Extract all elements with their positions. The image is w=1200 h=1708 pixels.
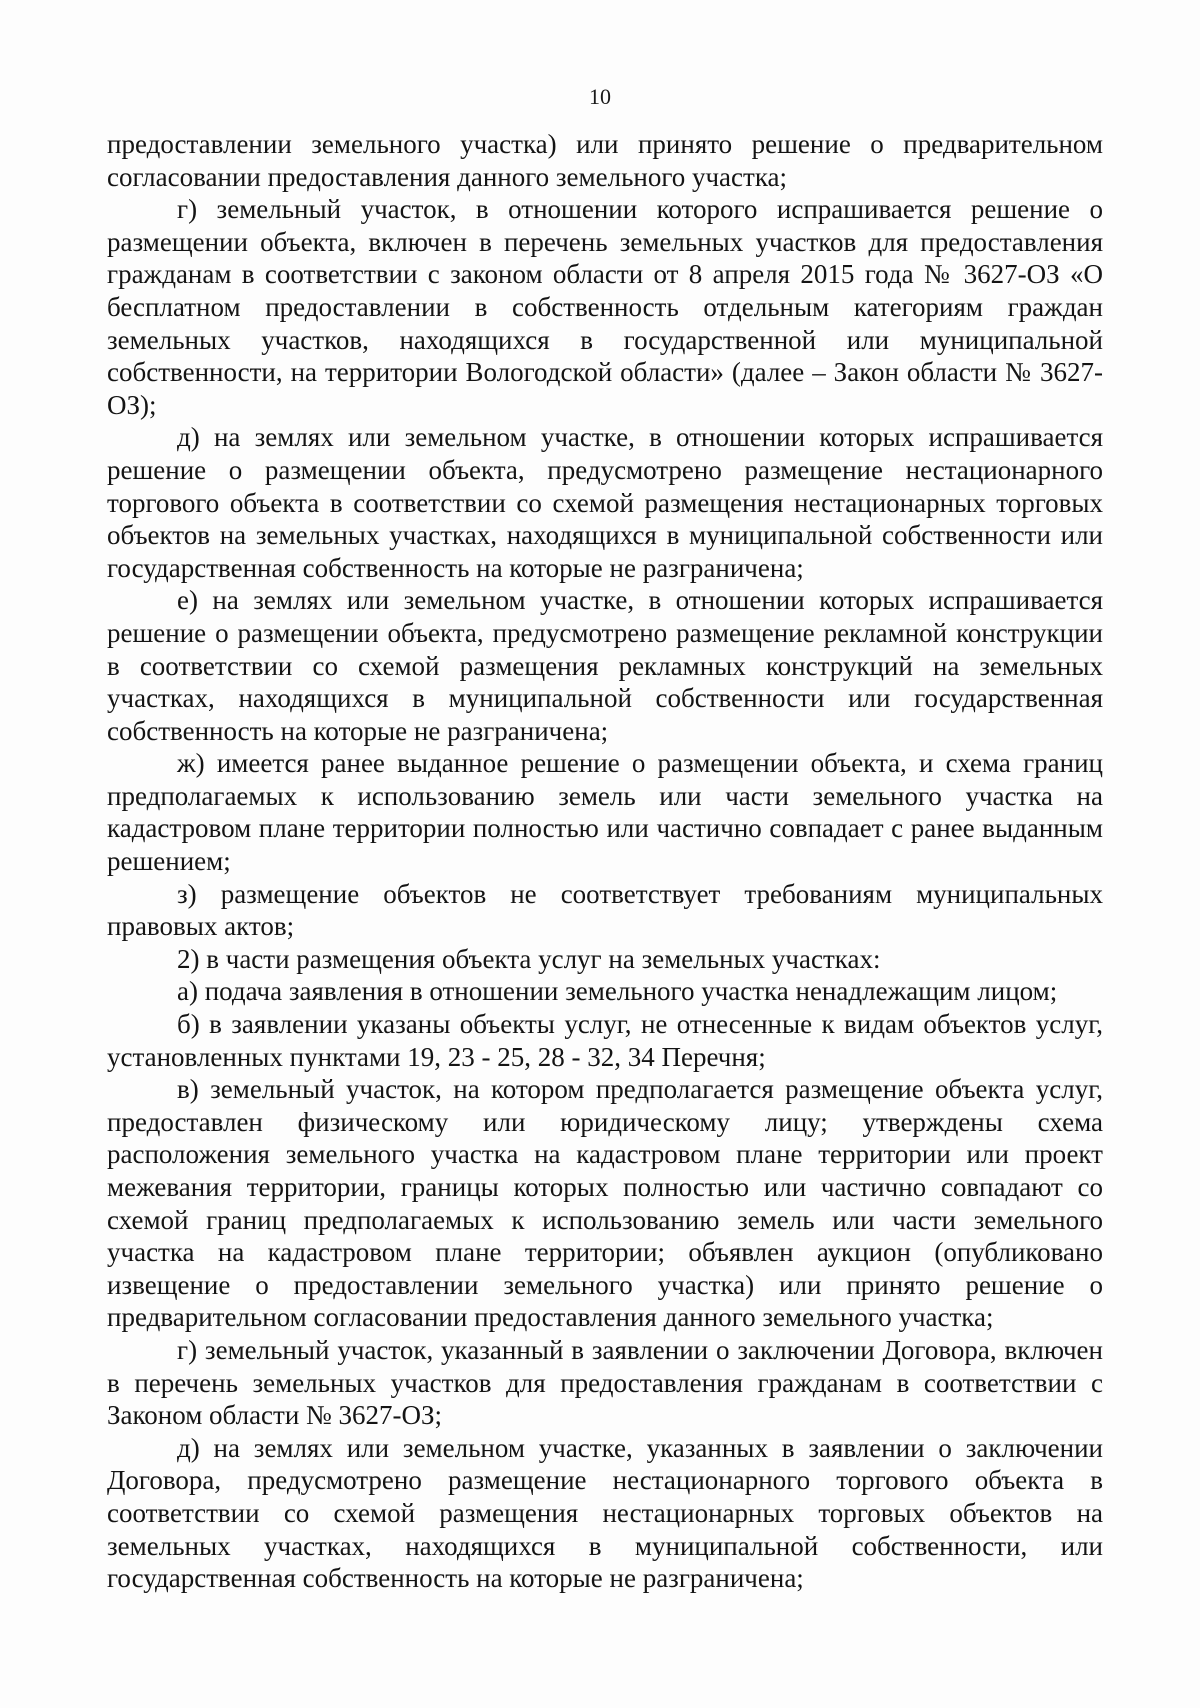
paragraph-item-v: в) земельный участок, на котором предполагается размещение объекта услуг, предоставлен физическому или юридическому лицу; утверждены схема расположения земельного участка на кадастровом плане территории или проект межевания территории, границы которых полностью или частично совпадают со схемой границ предполагаемых к использованию земель или части земельного участка на кадастровом плане территории; объявлен аукцион (опубликовано извещение о предоставлении земельного участка) или принято решение о предварительном согласовании предоставления данного земельного участка; bbox=[107, 1074, 1103, 1333]
page-number: 10 bbox=[589, 84, 611, 109]
paragraph-item-z: з) размещение объектов не соответствует требованиям муниципальных правовых актов; bbox=[107, 878, 1103, 942]
paragraph-item-b: б) в заявлении указаны объекты услуг, не отнесенные к видам объектов услуг, установленных пунктами 19, 23 - 25, 28 - 32, 34 Перечня; bbox=[107, 1009, 1103, 1072]
paragraph-section-2: 2) в части размещения объекта услуг на земельных участках: bbox=[177, 943, 881, 974]
paragraph-continuation: предоставлении земельного участка) или принято решение о предварительном согласовании предоставления данного земельного участка; bbox=[107, 129, 1103, 192]
document-body bbox=[107, 128, 1103, 1595]
paragraph-item-e: е) на землях или земельном участке, в отношении которых испрашивается решение о размещении объекта, предусмотрено размещение рекламной конструкции в соответствии со схемой размещения рекламных конструкций на земельных участках, находящихся в муниципальной собственности или государственная собственность на которые не разграничена; bbox=[107, 585, 1103, 746]
paragraph-item-a: а) подача заявления в отношении земельного участка ненадлежащим лицом; bbox=[177, 976, 1058, 1007]
paragraph-item-zh: ж) имеется ранее выданное решение о размещении объекта, и схема границ предполагаемых к использованию земель или части земельного участка на кадастровом плане территории полностью или частично совпадает с ранее выданным решением; bbox=[107, 748, 1103, 877]
paragraph-item-d-2: д) на землях или земельном участке, указанных в заявлении о заключении Договора, предусмотрено размещение нестационарного торгового объекта в соответствии со схемой размещения нестационарных торговых объектов на земельных участках, находящихся в муниципальной собственности, или государственная собственность на которые не разграничена; bbox=[107, 1432, 1103, 1594]
paragraph-item-d: д) на землях или земельном участке, в отношении которых испрашивается решение о размещении объекта, предусмотрено размещение нестационарного торгового объекта в соответствии со схемой размещения нестационарных торговых объектов на земельных участках, находящихся в муниципальной собственности или государственная собственность на которые не разграничена; bbox=[107, 422, 1103, 583]
paragraph-item-g-2: г) земельный участок, указанный в заявлении о заключении Договора, включен в перечень земельных участков для предоставления гражданам в соответствии с Законом области № 3627-ОЗ; bbox=[107, 1334, 1103, 1431]
paragraph-item-g: г) земельный участок, в отношении которого испрашивается решение о размещении объекта, включен в перечень земельных участков для предоставления гражданам в соответствии с законом области от 8 апреля 2015 года № 3627-ОЗ «О бесплатном предоставлении в собственность отдельным категориям граждан земельных участков, находящихся в государственной или муниципальной собственности, на территории Вологодской области» (далее – Закон области № 3627-ОЗ); bbox=[107, 194, 1103, 420]
